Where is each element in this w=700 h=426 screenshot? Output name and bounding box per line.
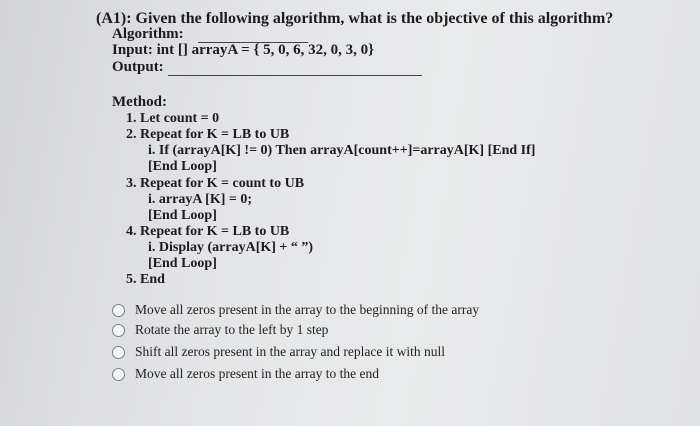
question-title: (A1): Given the following algorithm, what is the objective of this algorithm? [96,10,614,27]
radio-button-icon[interactable] [112,324,125,337]
method-step-2: 2. Repeat for K = LB to UB [126,127,290,142]
method-step-3-end: [End Loop] [148,208,217,223]
algorithm-label: Algorithm: [112,26,184,42]
method-label: Method: [112,94,167,110]
method-step-3: 3. Repeat for K = count to UB [126,176,305,191]
method-step-1: 1. Let count = 0 [126,111,220,126]
option-label: Rotate the array to the left by 1 step [135,322,329,337]
input-line: Input: int [] arrayA = { 5, 0, 6, 32, 0, 3, 0} [112,42,375,58]
option-1[interactable] [112,302,479,318]
method-step-5: 5. End [126,272,165,287]
output-label: Output: [112,59,164,75]
method-step-3-sub: i. arrayA [K] = 0; [148,192,253,207]
option-4[interactable] [112,366,379,382]
option-label: Move all zeros present in the array to the end [135,366,380,381]
option-label: Shift all zeros present in the array and replace it with null [135,344,446,359]
radio-button-icon[interactable] [112,346,125,359]
method-step-4: 4. Repeat for K = LB to UB [126,224,290,239]
option-label: Move all zeros present in the array to the beginning of the array [135,302,480,317]
option-3[interactable] [112,344,445,360]
radio-button-icon[interactable] [112,368,125,381]
output-underline [168,75,422,76]
method-step-2-end: [End Loop] [148,159,217,174]
option-2[interactable] [112,322,328,338]
method-step-4-end: [End Loop] [148,256,217,271]
method-step-4-sub: i. Display (arrayA[K] + “ ”) [148,240,314,255]
radio-button-icon[interactable] [112,304,125,317]
method-step-2-sub: i. If (arrayA[K] != 0) Then arrayA[count++]=arrayA[K] [End If] [148,143,536,158]
